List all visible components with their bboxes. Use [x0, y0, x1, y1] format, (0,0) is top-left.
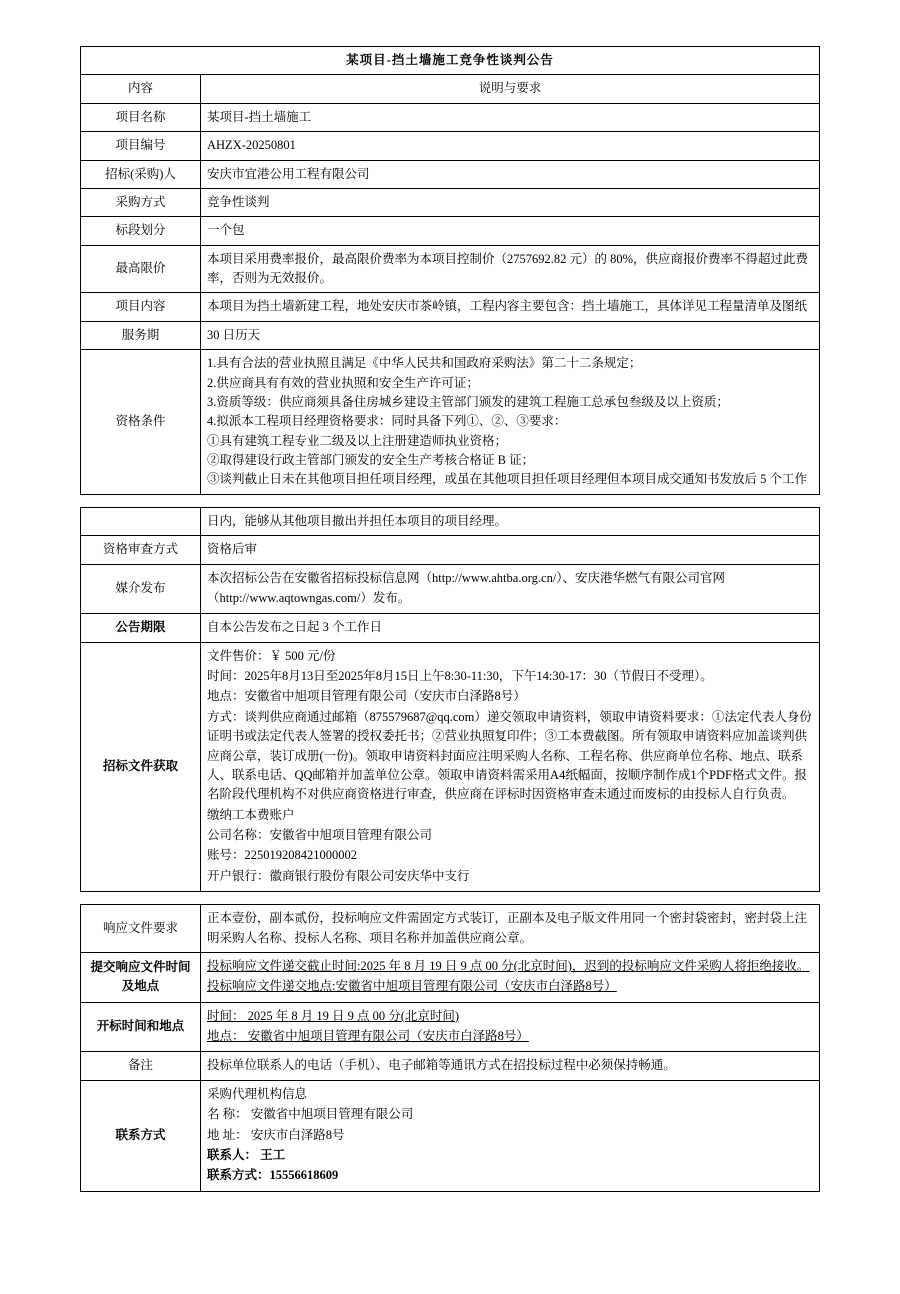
- contact-line: 联系方式：15556618609: [207, 1168, 339, 1183]
- row-value: 本项目为挡土墙新建工程，地处安庆市茶岭镇，工程内容主要包含：挡土墙施工，具体详见工程量清单及图纸: [201, 293, 820, 321]
- row-value: 竞争性谈判: [201, 188, 820, 216]
- row-label: 项目内容: [81, 293, 201, 321]
- table-row: [81, 614, 820, 642]
- header-col-content: 内容: [81, 75, 201, 103]
- row-value: [201, 952, 820, 1002]
- row-label: 公告期限: [81, 614, 201, 642]
- table-row: [81, 1052, 820, 1080]
- row-value: 自本公告发布之日起 3 个工作日: [201, 614, 820, 642]
- row-value: [201, 350, 820, 495]
- announcement-table-bottom: [80, 904, 820, 1192]
- row-label: 标段划分: [81, 217, 201, 245]
- acquire-line: 方式：谈判供应商通过邮箱（875579687@qq.com）递交领取申请资料，领取申请资料要求：①法定代表人身份证明书或法定代表人签署的授权委托书；②营业执照复印件；③工本费截图。所有领取申请资料应加盖谈判供应商公章，装订成册(一份)。领取申请资料封面应注明采购人名称、工程名称、供应商单位名称、地点、联系人、联系电话、QQ邮箱并加盖单位公章。领取申请资料需采用A4纸幅面，按顺序制作成1个PDF格式文件。报名阶段代理机构不对供应商资格进行审查，供应商在评标时因资格审查未通过而废标的由投标人自行负责。: [207, 709, 812, 802]
- row-value: 某项目-挡土墙施工: [201, 103, 820, 131]
- table-row: [81, 217, 820, 245]
- table-row: [81, 245, 820, 293]
- row-value: 本项目采用费率报价，最高限价费率为本项目控制价（2757692.82 元）的 80%，供应商报价费率不得超过此费率，否则为无效报价。: [201, 245, 820, 293]
- acquire-line: 时间：2025年8月13日至2025年8月15日上午8:30-11:30，下午14:30-17：30（节假日不受理）。: [207, 669, 713, 683]
- table-row: [81, 564, 820, 614]
- row-value: [201, 1080, 820, 1191]
- row-label: 提交响应文件时间及地点: [81, 952, 201, 1002]
- acquire-line: 公司名称：安徽省中旭项目管理有限公司: [207, 828, 433, 842]
- qualification-line: 1.具有合法的营业执照且满足《中华人民共和国政府采购法》第二十二条规定；: [207, 356, 642, 371]
- acquire-line: 账号：225019208421000002: [207, 848, 358, 863]
- row-label: 开标时间和地点: [81, 1002, 201, 1052]
- qualification-line: 4.拟派本工程项目经理资格要求：同时具备下列①、②、③要求：: [207, 414, 567, 429]
- table-row: [81, 188, 820, 216]
- qualification-line: 2.供应商具有有效的营业执照和安全生产许可证；: [207, 375, 479, 390]
- header-row: [81, 75, 820, 103]
- table-row: [81, 1002, 820, 1052]
- table-gap-2: [80, 892, 820, 904]
- row-label: 媒介发布: [81, 564, 201, 614]
- header-col-desc: 说明与要求: [201, 75, 820, 103]
- row-label: [81, 507, 201, 535]
- qualification-line: ①具有建筑工程专业二级及以上注册建造师执业资格；: [207, 433, 508, 448]
- row-label: 响应文件要求: [81, 905, 201, 953]
- row-value: 资格后审: [201, 536, 820, 564]
- submit-line: 投标响应文件递交截止时间:2025 年 8 月 19 日 9 点 00 分(北京时间)，迟到的投标响应文件采购人将拒绝接收。: [207, 958, 810, 973]
- acquire-line: 文件售价：￥ 500 元/份: [207, 648, 336, 663]
- acquire-line: 地点：安徽省中旭项目管理有限公司（安庆市白泽路8号）: [207, 689, 526, 704]
- qualification-line: ②取得建设行政主管部门颁发的安全生产考核合格证 B 证；: [207, 453, 535, 467]
- row-label: 联系方式: [81, 1080, 201, 1191]
- media-line: （http://www.aqtowngas.com/）发布。: [207, 590, 411, 605]
- row-label: 招标(采购)人: [81, 160, 201, 188]
- qualification-line: ③谈判截止日未在其他项目担任项目经理，或虽在其他项目担任项目经理但本项目成交通知书发放后 5 个工作: [207, 472, 808, 487]
- row-value: AHZX-20250801: [201, 132, 820, 160]
- acquire-line: 缴纳工本费账户: [207, 807, 295, 822]
- submit-line: 投标响应文件递交地点:安徽省中旭项目管理有限公司（安庆市白泽路8号）: [207, 979, 617, 994]
- row-value: 日内，能够从其他项目撤出并担任本项目的项目经理。: [201, 507, 820, 535]
- table-row: [81, 160, 820, 188]
- contact-line: 名 称： 安徽省中旭项目管理有限公司: [207, 1107, 414, 1122]
- row-value: 30 日历天: [201, 321, 820, 349]
- row-label: 服务期: [81, 321, 201, 349]
- row-label: 项目名称: [81, 103, 201, 131]
- title-row: [81, 47, 820, 75]
- announcement-table-middle: [80, 507, 820, 892]
- row-value: [201, 642, 820, 892]
- row-label: 备注: [81, 1052, 201, 1080]
- row-label: 资格审查方式: [81, 536, 201, 564]
- row-value: 正本壹份，副本贰份，投标响应文件需固定方式装订，正副本及电子版文件用同一个密封袋密封，密封袋上注明采购人名称、投标人名称、项目名称并加盖供应商公章。: [201, 905, 820, 953]
- table-row: [81, 132, 820, 160]
- contact-line: 联系人： 王工: [207, 1147, 286, 1162]
- row-label: 采购方式: [81, 188, 201, 216]
- table-row: [81, 536, 820, 564]
- table-row: [81, 1080, 820, 1191]
- acquire-line: 开户银行：徽商银行股份有限公司安庆华中支行: [207, 868, 470, 883]
- row-label: 最高限价: [81, 245, 201, 293]
- table-row: [81, 293, 820, 321]
- qualification-line: 3.资质等级：供应商须具备住房城乡建设主管部门颁发的建筑工程施工总承包叁级及以上资质；: [207, 394, 729, 409]
- media-line: 本次招标公告在安徽省招标投标信息网（http://www.ahtba.org.cn/）、安庆港华燃气有限公司官网: [207, 570, 726, 585]
- row-value: 安庆市宜港公用工程有限公司: [201, 160, 820, 188]
- row-value: 一个包: [201, 217, 820, 245]
- page-title: 某项目-挡土墙施工竞争性谈判公告: [81, 47, 820, 75]
- table-row: [81, 507, 820, 535]
- table-row: [81, 952, 820, 1002]
- table-row: [81, 642, 820, 892]
- table-gap: [80, 495, 820, 507]
- row-label: 资格条件: [81, 350, 201, 495]
- table-row: [81, 905, 820, 953]
- row-label: 招标文件获取: [81, 642, 201, 892]
- table-row: [81, 103, 820, 131]
- row-label: 项目编号: [81, 132, 201, 160]
- open-line: 地点： 安徽省中旭项目管理有限公司（安庆市白泽路8号）: [207, 1029, 529, 1043]
- open-line: 时间： 2025 年 8 月 19 日 9 点 00 分(北京时间): [207, 1008, 460, 1023]
- contact-line: 地 址： 安庆市白泽路8号: [207, 1127, 345, 1142]
- row-value: [201, 1002, 820, 1052]
- row-value: [201, 564, 820, 614]
- table-row: [81, 321, 820, 349]
- contact-line: 采购代理机构信息: [207, 1086, 308, 1101]
- row-value: 投标单位联系人的电话（手机）、电子邮箱等通讯方式在招投标过程中必须保持畅通。: [201, 1052, 820, 1080]
- table-row: [81, 350, 820, 495]
- announcement-table-top: [80, 46, 820, 495]
